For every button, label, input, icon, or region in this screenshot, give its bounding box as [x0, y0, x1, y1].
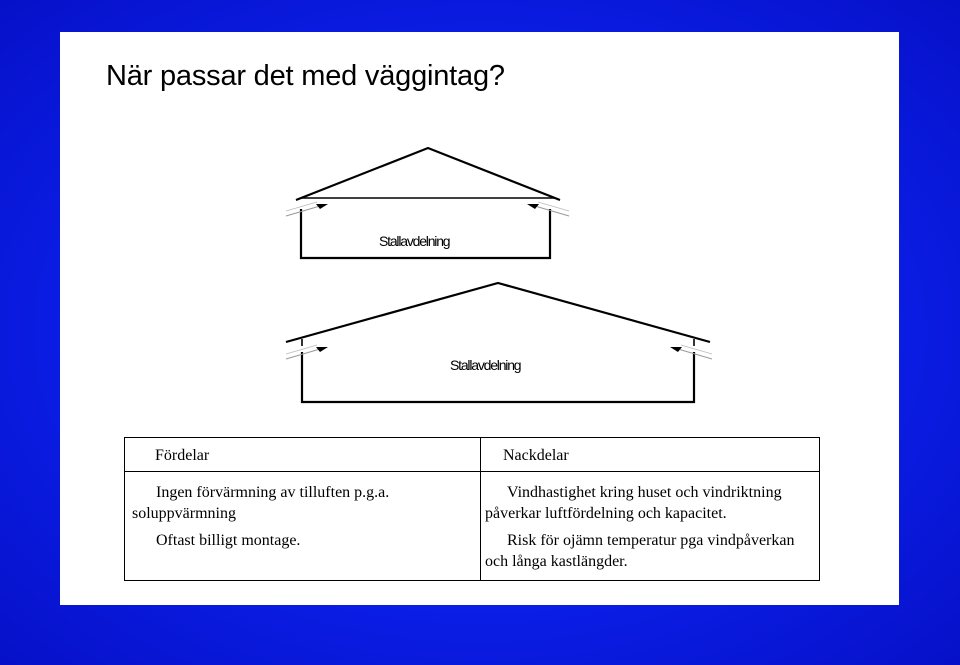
lower-left-wall-inlet-icon: [286, 345, 328, 359]
slide-title: När passar det med väggintag?: [106, 60, 505, 92]
disadvantages-header: Nackdelar: [503, 447, 569, 464]
advantage-item: Oftast billigt montage.: [156, 532, 301, 549]
upper-building: [286, 148, 569, 258]
advantages-header: Fördelar: [155, 447, 210, 464]
advantage-item: Ingen förvärmning av tilluften p.g.a. soluppvärmning: [132, 484, 390, 522]
pros-cons-table: [124, 437, 820, 581]
disadvantages-header-cell: [481, 438, 819, 472]
advantages-header-cell: [125, 438, 480, 472]
upper-right-wall-inlet-icon: [527, 202, 569, 216]
upper-left-wall-inlet-icon: [286, 202, 328, 216]
barn-diagram: [60, 32, 899, 432]
advantages-list: [132, 482, 477, 557]
lower-building: [286, 283, 712, 402]
lower-right-wall-inlet-icon: [670, 345, 712, 359]
lower-building-label: Stallavdelning: [450, 357, 521, 373]
disadvantage-item: Risk för ojämn temperatur pga vindpåverkan och långa kastlängder.: [485, 532, 795, 570]
slide-panel: [60, 32, 899, 605]
advantages-column: [125, 438, 481, 580]
upper-building-label: Stallavdelning: [379, 233, 450, 249]
disadvantages-column: [481, 438, 819, 580]
upper-roof: [296, 148, 560, 200]
disadvantages-list: [485, 482, 819, 578]
disadvantage-item: Vindhastighet kring huset och vindriktning påverkar luftfördelning och kapacitet.: [485, 484, 782, 522]
lower-roof: [286, 283, 710, 342]
